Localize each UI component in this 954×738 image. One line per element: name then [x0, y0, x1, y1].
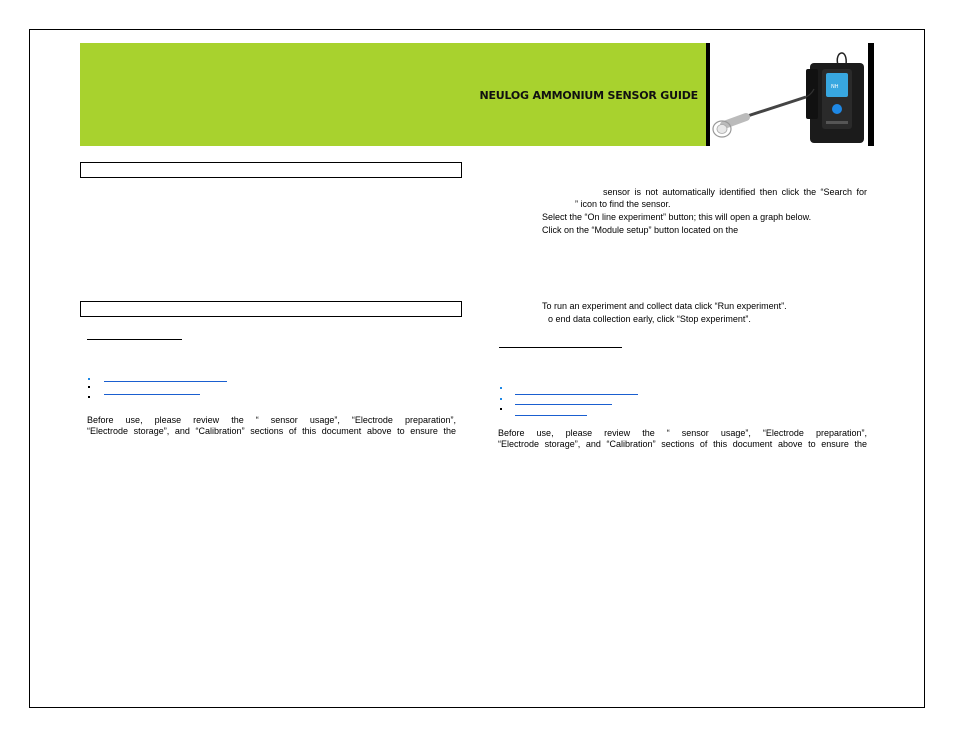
instruction-line: Click on the “Module setup” button located on the: [542, 225, 739, 235]
instruction-line: ” icon to find the sensor.: [575, 199, 671, 209]
link-underline[interactable]: [515, 404, 612, 405]
header-banner: [80, 43, 706, 146]
list-bullet: [88, 396, 90, 398]
page-title: NEULOG AMMONIUM SENSOR GUIDE: [479, 89, 698, 102]
instruction-line: Select the “On line experiment” button; this will open a graph below.: [542, 212, 812, 222]
svg-text:NH: NH: [831, 84, 839, 90]
right-paragraph-line: Before use, please review the “ sensor usage”, “Electrode preparation”,: [498, 428, 867, 438]
subheading-underline: [499, 347, 622, 348]
list-bullet: [500, 398, 502, 400]
link-underline[interactable]: [515, 394, 638, 395]
instruction-line: sensor is not automatically identified then click the “Search for: [603, 187, 867, 197]
list-bullet: [500, 387, 502, 389]
list-bullet: [88, 378, 90, 380]
sensor-illustration: [710, 43, 868, 146]
link-underline[interactable]: [104, 394, 200, 395]
left-paragraph-line: Before use, please review the “ sensor usage”, “Electrode preparation”,: [87, 415, 456, 425]
subheading-underline: [87, 339, 182, 340]
left-paragraph-line: “Electrode storage”, and “Calibration” sections of this document above to ensure the: [87, 426, 456, 436]
list-bullet: [88, 386, 90, 388]
list-bullet: [500, 408, 502, 410]
section-header-box: [80, 301, 462, 317]
instruction-line: To run an experiment and collect data click “Run experiment”.: [542, 301, 787, 311]
link-underline[interactable]: [104, 381, 227, 382]
sensor-photo: [710, 43, 868, 146]
instruction-line: o end data collection early, click “Stop experiment”.: [548, 314, 751, 324]
right-paragraph-line: “Electrode storage”, and “Calibration” sections of this document above to ensure the: [498, 439, 867, 449]
banner-edge: [868, 43, 874, 146]
section-header-box: [80, 162, 462, 178]
link-underline[interactable]: [515, 415, 587, 416]
